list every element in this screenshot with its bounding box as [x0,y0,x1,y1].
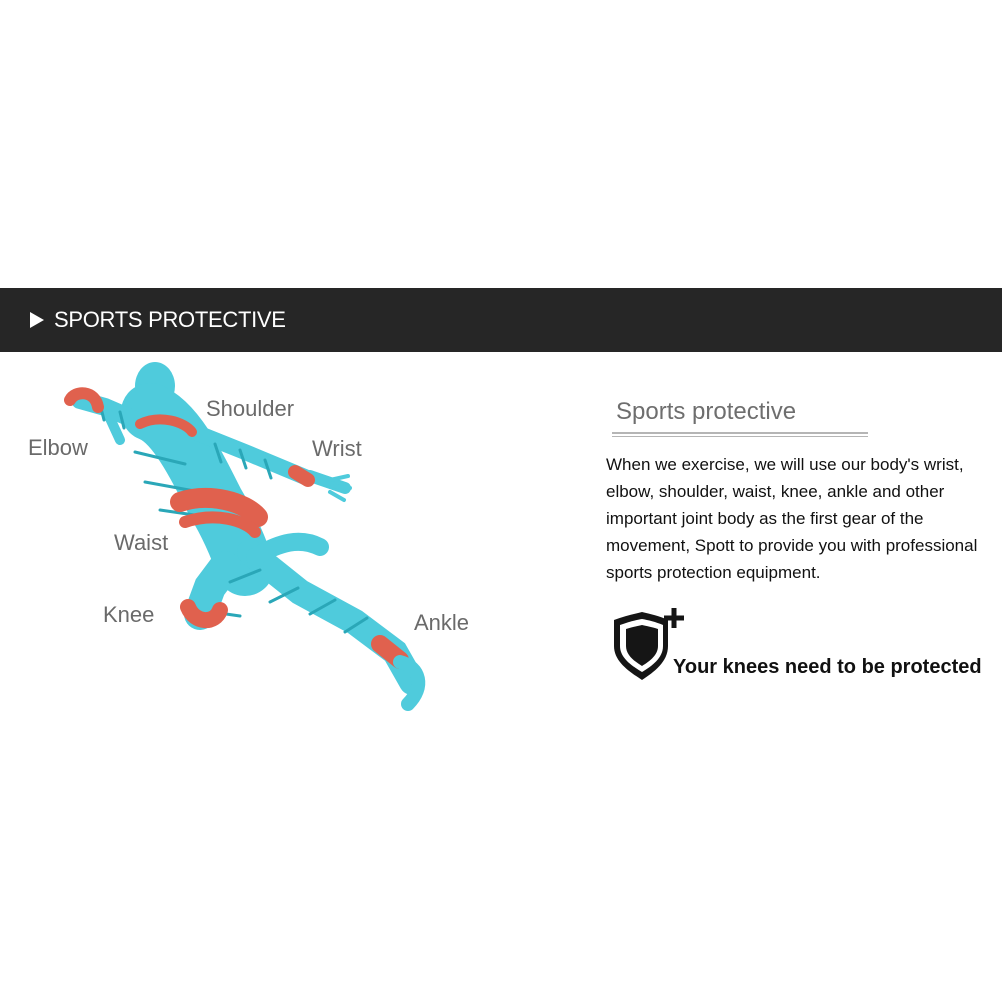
knee-callout: Your knees need to be protected [673,656,982,678]
heading-underline-secondary [612,436,868,437]
label-waist: Waist [114,530,169,555]
play-triangle-icon [30,312,44,328]
label-elbow: Elbow [28,435,88,460]
label-knee: Knee [103,602,155,627]
wrist-band [295,472,308,480]
banner-title: SPORTS PROTECTIVE [54,307,286,332]
right-hand-fingers [330,476,350,500]
info-heading: Sports protective [616,398,797,425]
label-shoulder: Shoulder [206,396,295,421]
front-leg-shape [250,552,412,682]
heading-underline [612,432,868,434]
label-ankle: Ankle [414,610,470,635]
label-wrist: Wrist [312,436,362,461]
back-thigh-shape [255,542,320,557]
section-banner [0,288,1002,352]
info-paragraph: When we exercise, we will use our body's wrist, elbow, shoulder, waist, knee, ankle and other important joint body as the first gear of the movement, Spott to provide you with professional sports protection equipment. [606,455,978,582]
